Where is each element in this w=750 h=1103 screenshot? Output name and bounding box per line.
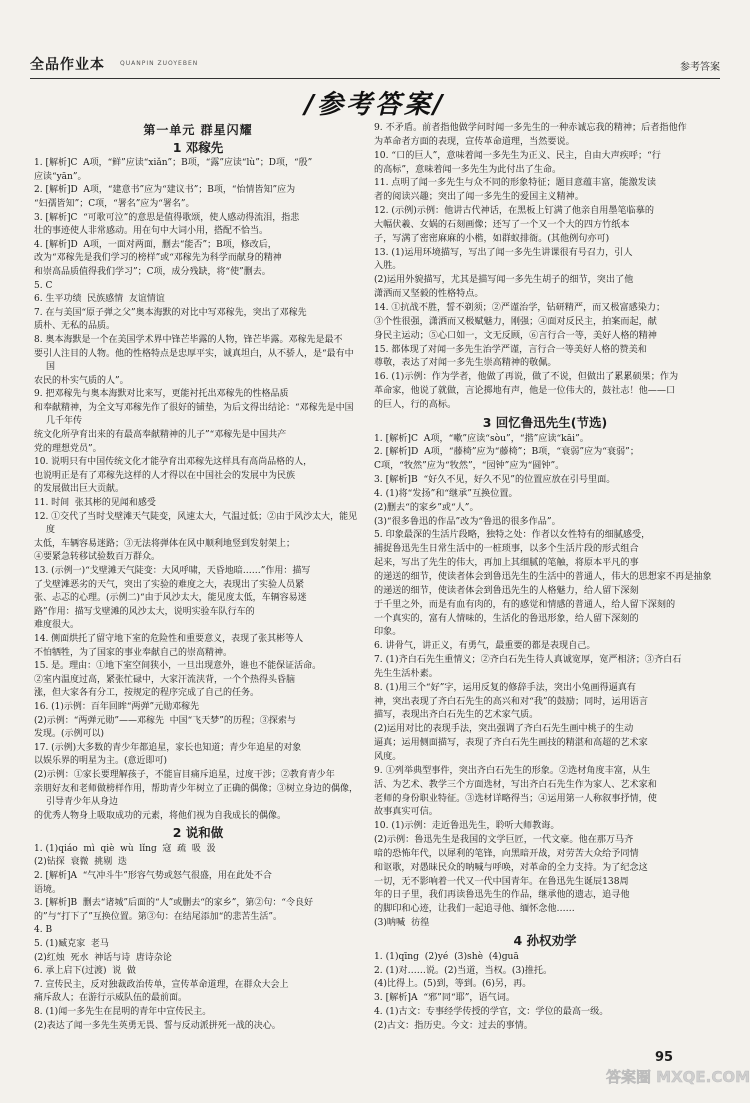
lesson-title-1: 1 邓稼先: [172, 139, 224, 155]
right-column: [374, 122, 716, 1034]
answer-line: 9. 不矛盾。前者指他做学问时闻一多先生的一种赤诚忘我的精神；后者指他作: [374, 123, 687, 133]
answer-line: 10. “口的巨人”，意味着闻一多先生为正义、民主，自由大声疾呼；“行: [374, 150, 661, 161]
page-number: 95: [655, 1050, 674, 1065]
answer-line: 故事真实可信。: [374, 807, 438, 818]
answer-line: 7. 宣传民主，反对独裁政治传单，宣传革命道理，在群众大会上: [34, 979, 289, 990]
answer-line: ③个性很强，潇洒而又极赋魅力，刚强；④面对反民主，拍案而起，献: [374, 316, 657, 327]
answer-line: (2)删去“的家乡”或“人”。: [374, 502, 479, 513]
answer-line: 要引人注目的人物。他的性格特点是忠厚平实，诚真坦白，从不骄人，是“最有中国: [34, 348, 354, 373]
answer-line: 者的阅读兴趣；突出了闻一多先生的爱国主义精神。: [374, 192, 584, 203]
answer-line: (2)运用外貌描写，尤其是描写闻一多先生胡子的细节，突出了他: [374, 275, 634, 286]
answer-line: 7. 在与美国“原子弹之父”奥本海默的对比中写邓稼先，突出了邓稼先: [34, 307, 307, 318]
answer-line: 于千里之外，而是有血有肉的，有的感觉和情感的普通人，给人留下深刻的: [374, 599, 676, 610]
answer-line: (2)示例：①家长要理解孩子，不能盲目痛斥追星，过度干涉；②教育青少年: [34, 769, 335, 780]
answer-line: ②室内温度过高，紧张忙碌中，大家汗流浃背，一个个热得头昏脑: [34, 674, 296, 685]
answer-line: 质朴、无私的品质。: [34, 321, 116, 332]
answer-line: 太低，车辆容易迷路；③无法将弹体在风中顺利地竖到发射架上；: [34, 538, 296, 549]
answer-line: 不怕牺牲，为了国家的事业奉献自己的崇高精神。: [34, 647, 233, 658]
lesson-4-answers: [374, 951, 716, 1034]
answer-line: 2. [解析]D A项，“藤椅”应为“藤椅”；B项，“衰弱”应为“衰弱”；: [374, 447, 639, 458]
brand-subtitle: QUANPIN ZUOYEBEN: [120, 60, 199, 67]
answer-line: 潇洒而又坚毅的性格特点。: [374, 289, 484, 300]
header-section-label: 参考答案: [680, 62, 720, 73]
lesson-title-2: 2 说和做: [172, 825, 224, 841]
answer-line: 涨，但大家各有分工，按规定的程序完成了自己的任务。: [34, 688, 260, 699]
answer-line: 12. ①交代了当时戈壁滩天气陡变，风速太大，气温过低；②由于风沙太大，能见度: [34, 511, 358, 536]
answer-line: 也说明正是有了邓稼先这样的人才得以在中国社会的发展中为民族: [34, 470, 296, 481]
answer-line: 的递送的细节，使读者体会到鲁迅先生的人格魅力，给人留下深刻: [374, 585, 639, 596]
lesson-3-answers: [374, 433, 716, 931]
answer-line: (3)呐喊 彷徨: [374, 918, 430, 929]
answer-line: 14. 侧面烘托了留守地下室的危险性和重要意义，表现了张其彬等人: [34, 633, 304, 644]
answer-line: 先生生活朴素。: [374, 668, 438, 679]
answer-line: 9. ①列举典型事件，突出齐白石先生的形象。②选材角度丰富，从生: [374, 765, 651, 776]
answer-line: 应读“yān”。: [34, 171, 87, 182]
answer-line: (2)示例：鲁迅先生是我国的文学巨匠，一代文豪。他在那万马齐: [374, 835, 634, 846]
answer-line: 8. 奥本海默是一个在美国学术界中锋芒毕露的人物，锋芒毕露。邓稼先是最不: [34, 334, 343, 345]
answer-line: 一切，无不影响着一代又一代中国青年。在鲁迅先生诞辰138周: [374, 876, 629, 887]
answer-line: 的脚印和心迹，让我们一起追寻他、缅怀念他……: [374, 904, 575, 915]
answer-line: 和讴歌，对愚昧民众的呐喊与呼唤，对革命的全力支持。为了纪念这: [374, 862, 648, 873]
answer-line: 子，写满了密密麻麻的小楷，如群蚁排衙。(其他例句亦可): [374, 233, 610, 244]
answer-line: 老师的身份职业特征。③选材详略得当；④运用第一人称叙事抒情，使: [374, 793, 657, 804]
answer-line: 16. (1)示例：作为学者，他做了再说，做了不说，但做出了累累硕果；作为: [374, 372, 679, 383]
answer-line: 起来，写出了先生的伟大，再加上其细腻的笔触，将原本平凡的事: [374, 558, 639, 569]
page-title: /参考答案/: [304, 90, 446, 120]
answer-line: 6. 生平功绩 民族感情 友谊情谊: [34, 294, 165, 305]
answer-line: 4. [解析]D A项，一面对两面，删去“能否”；B项，修改后，: [34, 239, 277, 250]
answer-line: 12. (示例)示例：他讲古代神话，在黑板上钉满了他亲自用墨笔临摹的: [374, 206, 655, 217]
lesson-2-answers: [34, 843, 362, 1033]
left-column: [34, 122, 362, 1033]
answer-line: 痛斥敌人；在游行示威队伍的最前面。: [34, 993, 188, 1004]
answer-line: 尊敬，表达了对闻一多先生崇高精神的敬佩。: [374, 358, 557, 369]
answer-line: 入胜。: [374, 261, 402, 272]
answer-line: 身民主运动；⑤心口如一，文无反顾，⑥言行合一等，美好人格的精神: [374, 330, 657, 341]
answer-line: 15. 是。理由：①地下室空间狭小，一旦出现意外，谁也不能保证活命。: [34, 661, 322, 672]
answer-line: 统文化所孕育出来的有最高奉献精神的儿子”“邓稼先是中国共产: [34, 430, 287, 441]
answer-line: 语境。: [34, 884, 62, 895]
answer-line: (2)古文：指历史。今文：过去的事情。: [374, 1021, 533, 1031]
answer-line: 5. 印象最深的生活片段略，独特之处：作者以女性特有的细腻感受，: [374, 530, 651, 541]
watermark-logo: [605, 1058, 750, 1098]
answer-line: 9. 把邓稼先与奥本海默对比来写，更能衬托出邓稼先的性格品质: [34, 389, 289, 400]
answer-line: 4. (1)古文：专事经学传授的学官，文：学位的最高一级。: [374, 1007, 609, 1018]
answer-line: ④要紧急转移试验数百万群众。: [34, 552, 161, 563]
answer-line: 1. (1)qīng (2)yé (3)shè (4)guā: [374, 951, 519, 962]
answer-line: 6. 承上启下(过渡) 说 做: [34, 966, 136, 977]
answer-line: 7. (1)齐白石先生重情义；②齐白石先生待人真诚宽厚，宽严相济；③齐白石: [374, 655, 682, 666]
answer-line: (2)钻探 衰微 挑剔 迭: [34, 857, 127, 868]
answer-line: 改为“邓稼先是我们学习的榜样”或“邓稼先为科学而献身的精神: [34, 253, 282, 264]
answer-line: 2. [解析]D A项，“建意书”应为“建议书”；B项，“怡情皆知”应为: [34, 185, 296, 196]
answer-line: 了戈壁滩恶劣的天气，突出了实验的难度之大，表现出了实验人员紧: [34, 579, 305, 590]
answer-line: 1. (1)qiáo mì qiè wù lǐng 寇 疏 吸 汲: [34, 843, 216, 854]
answer-line: 10. (1)示例：走近鲁迅先生，聆听大师教诲。: [374, 821, 560, 832]
answer-line: 15. 都体现了对闻一多先生治学严谨，言行合一等美好人格的赞美和: [374, 344, 647, 355]
answer-line: 3. [解析]C “可歌可泣”的意思是值得歌颂，使人感动得流泪，指悲: [34, 212, 300, 223]
answer-line: 2. [解析]A “气冲斗牛”形容气势或怒气很盛，用在此处不合: [34, 871, 272, 882]
unit-title: 第一单元 群星闪耀: [143, 123, 253, 137]
answer-line: (2)运用对比的表现手法，突出强调了齐白石先生画中桃子的生动: [374, 724, 634, 735]
answer-line: 亲朋好友和老师做榜样作用，帮助青少年树立了正确的偶像；③树立身边的偶像，引导青少年从身边: [34, 783, 359, 808]
answer-line: 年的日子里，我们再读鲁迅先生的作品，继承他的遗志，追寻他: [374, 890, 630, 901]
answer-line: 4. (1)将“发扬”和“继承”互换位置。: [374, 488, 518, 499]
answer-line: (2)示例：“两弹元勋”——邓稼先 中国“飞天梦”的历程；③探索与: [34, 715, 296, 726]
answer-line: 壮的事迹使人非常感动。用在句中大词小用，搭配不恰当。: [34, 226, 269, 237]
answer-line: 17. (示例)大多数的青少年都追星，家长也知道；青少年追星的对象: [34, 742, 302, 753]
answer-line: 13. (示例一)“戈壁滩天气陡变：大风呼啸，天昏地暗……”作用：描写: [34, 566, 311, 576]
answer-line: 和崇高品质值得我们学习”；C项，成分残缺，将“使”删去。: [34, 266, 271, 277]
answer-line: 逼真；运用侧面描写，表现了齐白石先生画技的精湛和高超的艺术家: [374, 738, 648, 749]
answer-line: 和奉献精神，为全文写邓稼先作了很好的铺垫，为后文得出结论：“邓稼先是中国几千年传: [34, 402, 354, 427]
answer-line: 16. (1)示例：百年回眸“两弹”元勋邓稼先: [34, 701, 200, 712]
answer-line: (2)表达了闻一多先生英勇无畏、誓与反动派拼死一战的决心。: [34, 1020, 281, 1031]
answer-line: 3. [解析]B “好久不见，好久不见”的位置应放在引号里面。: [374, 475, 616, 486]
answer-line: 一个真实的，富有人情味的，生活化的鲁迅形象，给人留下深刻的: [374, 613, 639, 624]
answer-line: 14. ①抗战不胜，誓不剃须；②严谨治学，钻研精严，而又极富感染力；: [374, 302, 666, 313]
lesson-2-answers-cont: [374, 122, 716, 413]
brand-title: 全品作业本: [30, 57, 105, 73]
answer-line: 喑的恐怖年代，以犀利的笔锋，向黑暗开战，对劳苦大众给予同情: [374, 848, 639, 859]
answer-line: 3. [解析]A “邪”同“耶”，语气词。: [374, 993, 516, 1004]
answer-line: 张、忐忑的心理。(示例二)“由于风沙太大，能见度太低，车辆容易迷: [34, 593, 307, 604]
answer-line: 捕捉鲁迅先生日常生活中的一桩琐事，以多个生活片段的形式组合: [374, 544, 639, 555]
answer-line: (4)比得上。(5)到，等到。(6)另，再。: [374, 979, 532, 990]
answer-line: 路”作用：描写戈壁滩的风沙太大，说明实验车队行车的: [34, 606, 255, 617]
answer-line: 8. (1)闻一多先生在昆明的青年中宣传民主。: [34, 1007, 212, 1017]
answer-line: 印象。: [374, 627, 402, 638]
answer-line: 5. C: [34, 280, 53, 291]
page-header: [30, 52, 720, 79]
answer-line: 的”与“打下了”互换位置。第③句：在结尾添加“的悲苦生活”。: [34, 911, 283, 922]
answer-line: 11. 点明了闻一多先生与众不同的形象特征；题目意蕴丰富，能激发读: [374, 178, 657, 189]
answer-line: 以娱乐界的明星为主。(意近即可): [34, 756, 168, 767]
answer-line: 风度。: [374, 751, 402, 762]
answer-line: 的优秀人物身上吸取成功的元素，将他们视为自我成长的偶像。: [34, 810, 287, 821]
lesson-title-4: 4 孙权劝学: [513, 932, 577, 948]
answer-line: 活、为艺术、教学三个方面选材，写出齐白石先生作为家人、艺术家和: [374, 779, 657, 790]
answer-line: 13. (1)运用环境描写，写出了闻一多先生讲课很有号召力，引人: [374, 247, 633, 258]
answer-line: 2. (1)对……说。(2)当道，当权。(3)推托。: [374, 965, 553, 976]
answer-line: 10. 说明只有中国传统文化才能孕育出邓稼先这样具有高尚品格的人，: [34, 457, 313, 468]
answer-line: 3. [解析]B 删去“诸城”后面的“人”或删去“的家乡”，第②句：“令良好: [34, 898, 314, 909]
answer-line: 大幅伏羲、女娲的石刻画像；还写了一个又一个大的四方竹纸本: [374, 219, 630, 230]
answer-line: 神，突出表现了齐白石先生的高兴和对“我”的鼓励；同时，运用语言: [374, 696, 648, 707]
answer-line: 6. 讲骨气，讲正义，有勇气，最重要的都是表现自己。: [374, 641, 596, 652]
answer-line: 的发展做出巨大贡献。: [34, 484, 125, 495]
answer-line: 革命家，他说了就做，言论掷地有声，他是一位伟大的，鼓社志！他——口: [374, 386, 676, 397]
answer-line: 描写，表现出齐白石先生的艺术家气质。: [374, 710, 539, 721]
lesson-1-answers: [34, 157, 362, 823]
answer-line: C项，“牧然”应为“牧然”，“园钟”应为“圆钟”。: [374, 461, 565, 472]
answer-line: 的高标”，意味着闻一多先生为此付出了生命。: [374, 164, 562, 175]
answer-line: 1. [解析]C A项，“嗽”应读“sòu”，“揩”应读“kāi”。: [374, 433, 589, 444]
answer-line: 党的理想党员”。: [34, 443, 102, 454]
answer-line: 为革命者方面的表现，宣传革命道理，当然要说。: [374, 136, 575, 147]
lesson-title-3: 3 回忆鲁迅先生(节选): [482, 414, 608, 430]
answer-line: 11. 时间 张其彬的见闻和感受: [34, 498, 156, 509]
answer-line: 发现。(示例可以): [34, 729, 105, 740]
answer-line: 的巨人，行的高标。: [374, 399, 457, 410]
answer-line: 8. (1)用三个“好”字，运用反复的修辞手法，突出小兔画得逼真有: [374, 682, 636, 693]
answer-line: (3)“很多鲁迅的作品”改为“鲁迅的很多作品”。: [374, 516, 561, 527]
answer-line: (2)红烛 死水 神话与诗 唐诗杂论: [34, 952, 172, 963]
answer-line: 4. B: [34, 925, 53, 936]
page-title-wrap: [0, 84, 750, 121]
answer-line: 难度很大。: [34, 620, 80, 631]
answer-line: “妇孺皆知”；C项，“署名”应为“署名”。: [34, 198, 195, 209]
answer-line: 的递送的细节，使读者体会到鲁迅先生的生活中的普通人，伟大的思想家不再是抽象: [374, 572, 712, 582]
watermark-text: 答案圈 MXQE.COM: [605, 1068, 750, 1086]
answer-line: 农民的朴实气质的人”。: [34, 375, 129, 386]
answer-line: 5. (1)臧克家 老马: [34, 939, 109, 950]
answer-line: 1. [解析]C A项，“鲜”应读“xiǎn”；B项，“露”应读“lù”；D项，“殷”: [34, 158, 313, 169]
